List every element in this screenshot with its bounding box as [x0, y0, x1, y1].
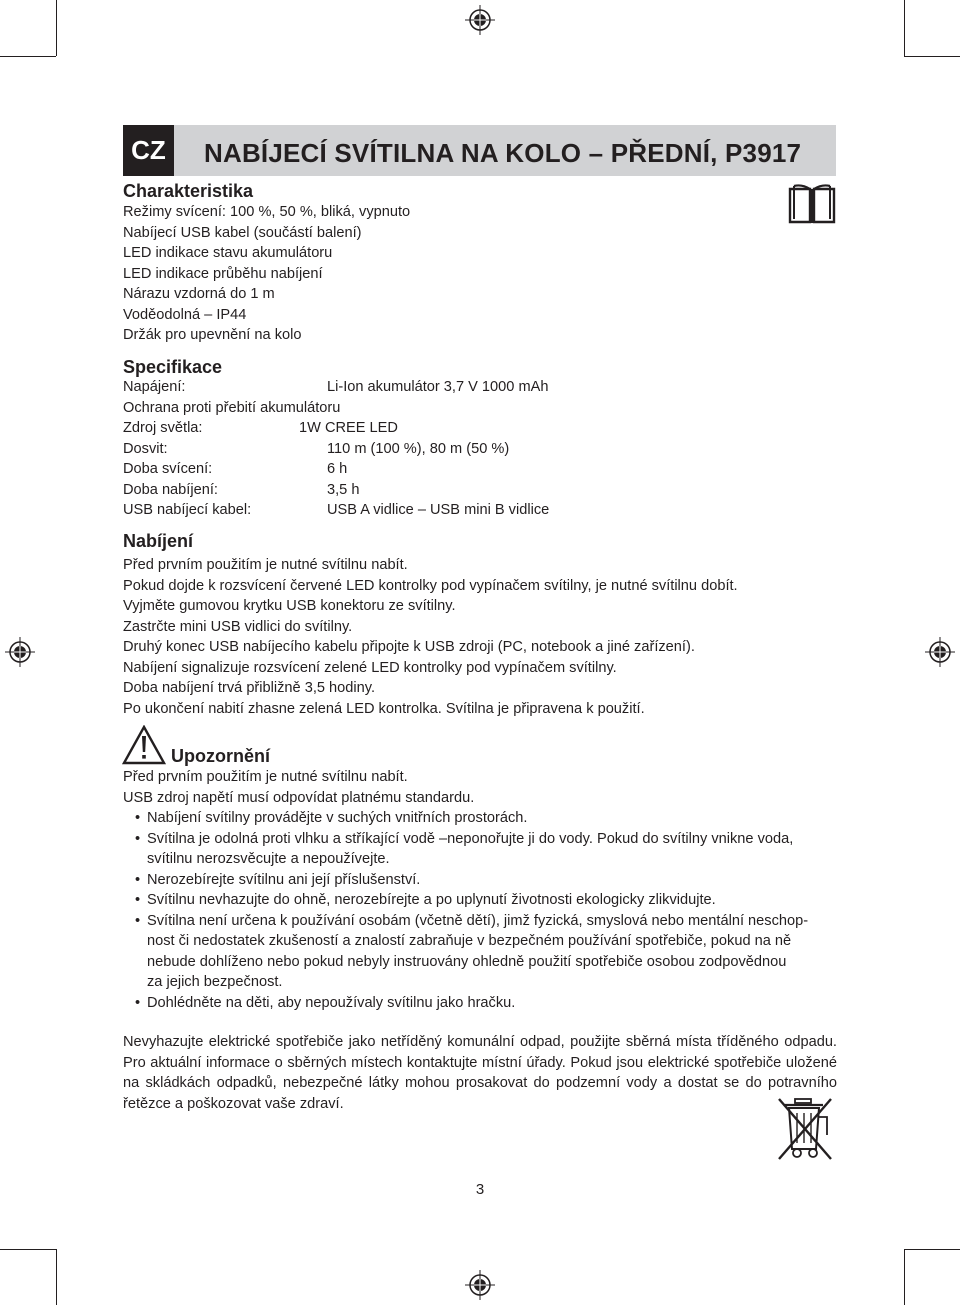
list-item: Po ukončení nabití zhasne zelená LED kontrolka. Svítilna je připravena k použití. — [123, 700, 645, 717]
list-item: Pokud dojde k rozsvícení červené LED kontrolky pod vypínačem svítilny, je nutné svítilnu dobít. — [123, 577, 738, 594]
crop-mark-top-left-h — [0, 56, 56, 57]
list-item: Před prvním použitím je nutné svítilnu nabít. — [123, 557, 408, 573]
spec-label: USB nabíjecí kabel: — [123, 502, 252, 518]
spec-label: Ochrana proti přebití akumulátoru — [123, 399, 341, 416]
registration-mark-icon — [465, 5, 495, 35]
characteristics-list — [123, 202, 410, 346]
list-item: Vyjměte gumovou krytku USB konektoru ze svítilny. — [123, 598, 456, 614]
crop-mark-top-left — [56, 0, 57, 56]
spec-row — [123, 480, 683, 501]
bullet-item — [123, 890, 843, 911]
bullet-line: nost či nedostatek zkušeností a znalostí zabraňuje v bezpečném používání spotřebiče, pokud na ně — [147, 933, 792, 949]
list-item: Druhý konec USB nabíjecího kabelu připojte k USB zdroji (PC, notebook a jiné zařízení). — [123, 639, 695, 655]
list-item: Nabíjecí USB kabel (součástí balení) — [123, 224, 362, 241]
spec-value: USB A vidlice – USB mini B vidlice — [327, 502, 550, 518]
disposal-paragraph: Nevyhazujte elektrické spotřebiče jako netříděný komunální odpad, použijte sběrná místa tříděného odpadu. Pro aktuální informace o sběrných místech kontaktujte místní úřady. Pokud jsou elektrické spotřebiče uložené na skládkách odpadků, nebezpečné látky mohou prosakovat do podzemní vody a dostat se do potravního řetězce a poškozovat vaše zdraví. — [123, 1034, 837, 1112]
list-item: Doba nabíjení trvá přibližně 3,5 hodiny. — [123, 680, 376, 696]
registration-mark-icon — [5, 637, 35, 667]
list-item: Režimy svícení: 100 %, 50 %, bliká, vypnuto — [123, 204, 411, 220]
spec-row — [123, 377, 683, 398]
crossed-out-wheelie-bin-icon — [775, 1095, 837, 1167]
list-item: Před prvním použitím je nutné svítilnu nabít. — [123, 769, 408, 785]
list-item: USB zdroj napětí musí odpovídat platnému standardu. — [123, 789, 475, 806]
spec-value: Li-Ion akumulátor 3,7 V 1000 mAh — [327, 379, 549, 395]
list-item: Nárazu vzdorná do 1 m — [123, 286, 275, 302]
spec-label: Doba nabíjení: — [123, 481, 218, 498]
spec-label: Dosvit: — [123, 440, 168, 457]
bullet-item — [123, 993, 843, 1014]
spec-row — [123, 398, 683, 419]
spec-value: 1W CREE LED — [299, 420, 398, 436]
list-item: Držák pro upevnění na kolo — [123, 327, 302, 343]
list-item: Nabíjení signalizuje rozsvícení zelené LED kontrolky pod vypínačem svítilny. — [123, 659, 617, 676]
charging-steps — [123, 555, 738, 719]
spec-label: Doba svícení: — [123, 461, 213, 477]
crop-mark-bottom-right-h — [904, 1249, 960, 1250]
bullet-item — [123, 911, 843, 993]
registration-mark-icon — [465, 1270, 495, 1300]
list-item: LED indikace průběhu nabíjení — [123, 265, 323, 282]
bullet-line: nebude dohlíženo nebo pokud nebyly instruovány ohledně použití spotřebiče osobou zodpovědnou — [147, 953, 787, 970]
crop-mark-bottom-left-h — [0, 1249, 56, 1250]
spec-row — [123, 439, 683, 460]
crop-mark-top-right — [904, 0, 905, 56]
characteristics-heading: Charakteristika — [123, 181, 254, 201]
spec-label: Zdroj světla: — [123, 420, 203, 436]
bullet-line: • Nabíjení svítilny provádějte v suchých vnitřních prostorách. — [147, 810, 528, 826]
bullet-line: • Dohlédněte na děti, aby nepoužívaly svítilnu jako hračku. — [147, 994, 516, 1011]
bullet-line: svítilnu nerozsvěcujte a nepoužívejte. — [147, 851, 390, 867]
warning-bullets — [123, 808, 843, 1013]
bullet-line: za jejich bezpečnost. — [147, 974, 283, 990]
list-item: Voděodolná – IP44 — [123, 306, 247, 323]
warning-triangle-icon — [122, 725, 166, 765]
bullet-item — [123, 870, 843, 891]
registration-mark-icon — [925, 637, 955, 667]
bullet-line: • Nerozebírejte svítilnu ani její příslušenství. — [147, 871, 421, 888]
open-book-icon — [787, 183, 837, 225]
crop-mark-top-right-h — [904, 56, 960, 57]
bullet-item — [123, 829, 843, 870]
warning-intro — [123, 767, 474, 808]
list-item: LED indikace stavu akumulátoru — [123, 245, 333, 261]
language-badge: CZ — [123, 125, 174, 176]
charging-heading: Nabíjení — [123, 531, 194, 551]
bullet-line: • Svítilna není určena k používání osobám (včetně dětí), jimž fyzická, smyslová nebo mentální neschop- — [147, 912, 809, 929]
crop-mark-bottom-right — [904, 1249, 905, 1305]
spec-value: 3,5 h — [327, 481, 360, 498]
spec-row — [123, 459, 683, 480]
crop-mark-bottom-left — [56, 1249, 57, 1305]
page-number: 3 — [475, 1181, 485, 1198]
bullet-line: • Svítilna je odolná proti vlhku a stříkající vodě –neponořujte ji do vody. Pokud do svítilny vnikne voda, — [147, 830, 794, 847]
spec-label: Napájení: — [123, 379, 186, 395]
spec-value: 110 m (100 %), 80 m (50 %) — [327, 440, 510, 457]
spec-row — [123, 500, 683, 521]
specs-heading: Specifikace — [123, 357, 223, 377]
spec-row — [123, 418, 683, 439]
bullet-line: • Svítilnu nevhazujte do ohně, nerozebírejte a po uplynutí životnosti ekologicky zlikvidujte. — [147, 892, 716, 908]
spec-value: 6 h — [327, 461, 348, 477]
bullet-item — [123, 808, 843, 829]
warning-heading: Upozornění — [171, 746, 270, 766]
list-item: Zastrčte mini USB vidlici do svítilny. — [123, 618, 353, 635]
page-title: NABÍJECÍ SVÍTILNA NA KOLO – PŘEDNÍ, P3917 — [204, 138, 802, 168]
